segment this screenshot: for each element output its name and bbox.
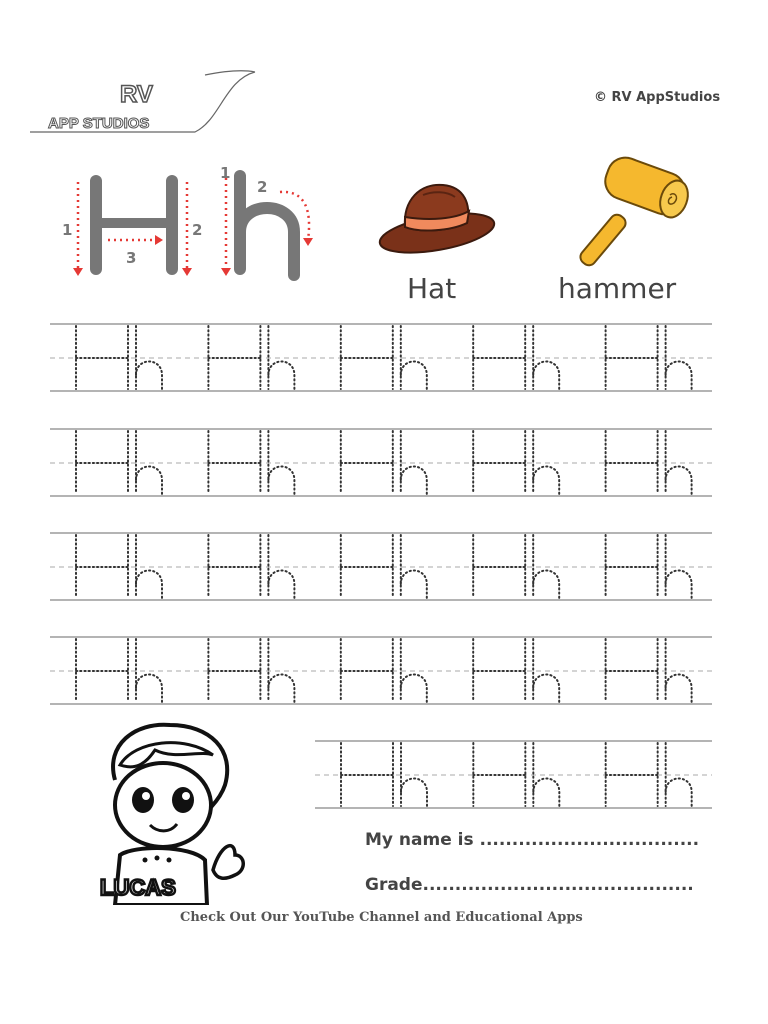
stroke-number-2: 2	[192, 221, 203, 239]
grade-field[interactable]: Grade..........................................	[365, 875, 694, 895]
letter-stroke-guide	[50, 160, 340, 290]
stroke-number-3: 3	[126, 249, 137, 267]
stroke-number-2b: 2	[257, 178, 268, 196]
hat-word: Hat	[407, 272, 457, 305]
traceable-hh-pair	[606, 431, 692, 494]
traceable-hh-pair	[473, 743, 559, 806]
hammer-icon	[570, 155, 695, 270]
rv-app-studios-logo	[30, 70, 260, 140]
boy-mascot-icon	[95, 720, 255, 905]
logo-rv-text: RV	[120, 81, 153, 108]
stroke-number-1b: 1	[220, 164, 231, 182]
tracing-row-2	[50, 428, 712, 498]
traceable-hh-pair	[208, 535, 294, 598]
mascot-name: LUCAS	[100, 875, 176, 900]
copyright-text: © RV AppStudios	[594, 90, 721, 105]
stroke-number-1: 1	[62, 221, 73, 239]
traceable-hh-pair	[208, 326, 294, 389]
tracing-row-3	[50, 532, 712, 602]
footer-text: Check Out Our YouTube Channel and Educational Apps	[180, 910, 583, 925]
name-field[interactable]: My name is ..................................	[365, 830, 700, 850]
tracing-row-1	[50, 323, 712, 393]
hat-icon	[375, 175, 500, 260]
tracing-row-4	[50, 636, 712, 706]
lowercase-h-guide	[220, 164, 313, 276]
traceable-hh-pair	[606, 639, 692, 702]
traceable-hh-pair	[606, 535, 692, 598]
traceable-hh-pair	[208, 639, 294, 702]
tracing-row-5	[315, 740, 712, 810]
uppercase-h-guide	[62, 175, 202, 276]
logo-app-studios-text: APP STUDIOS	[48, 115, 150, 132]
traceable-hh-pair	[606, 326, 692, 389]
hammer-word: hammer	[558, 272, 677, 305]
traceable-hh-pair	[208, 431, 294, 494]
